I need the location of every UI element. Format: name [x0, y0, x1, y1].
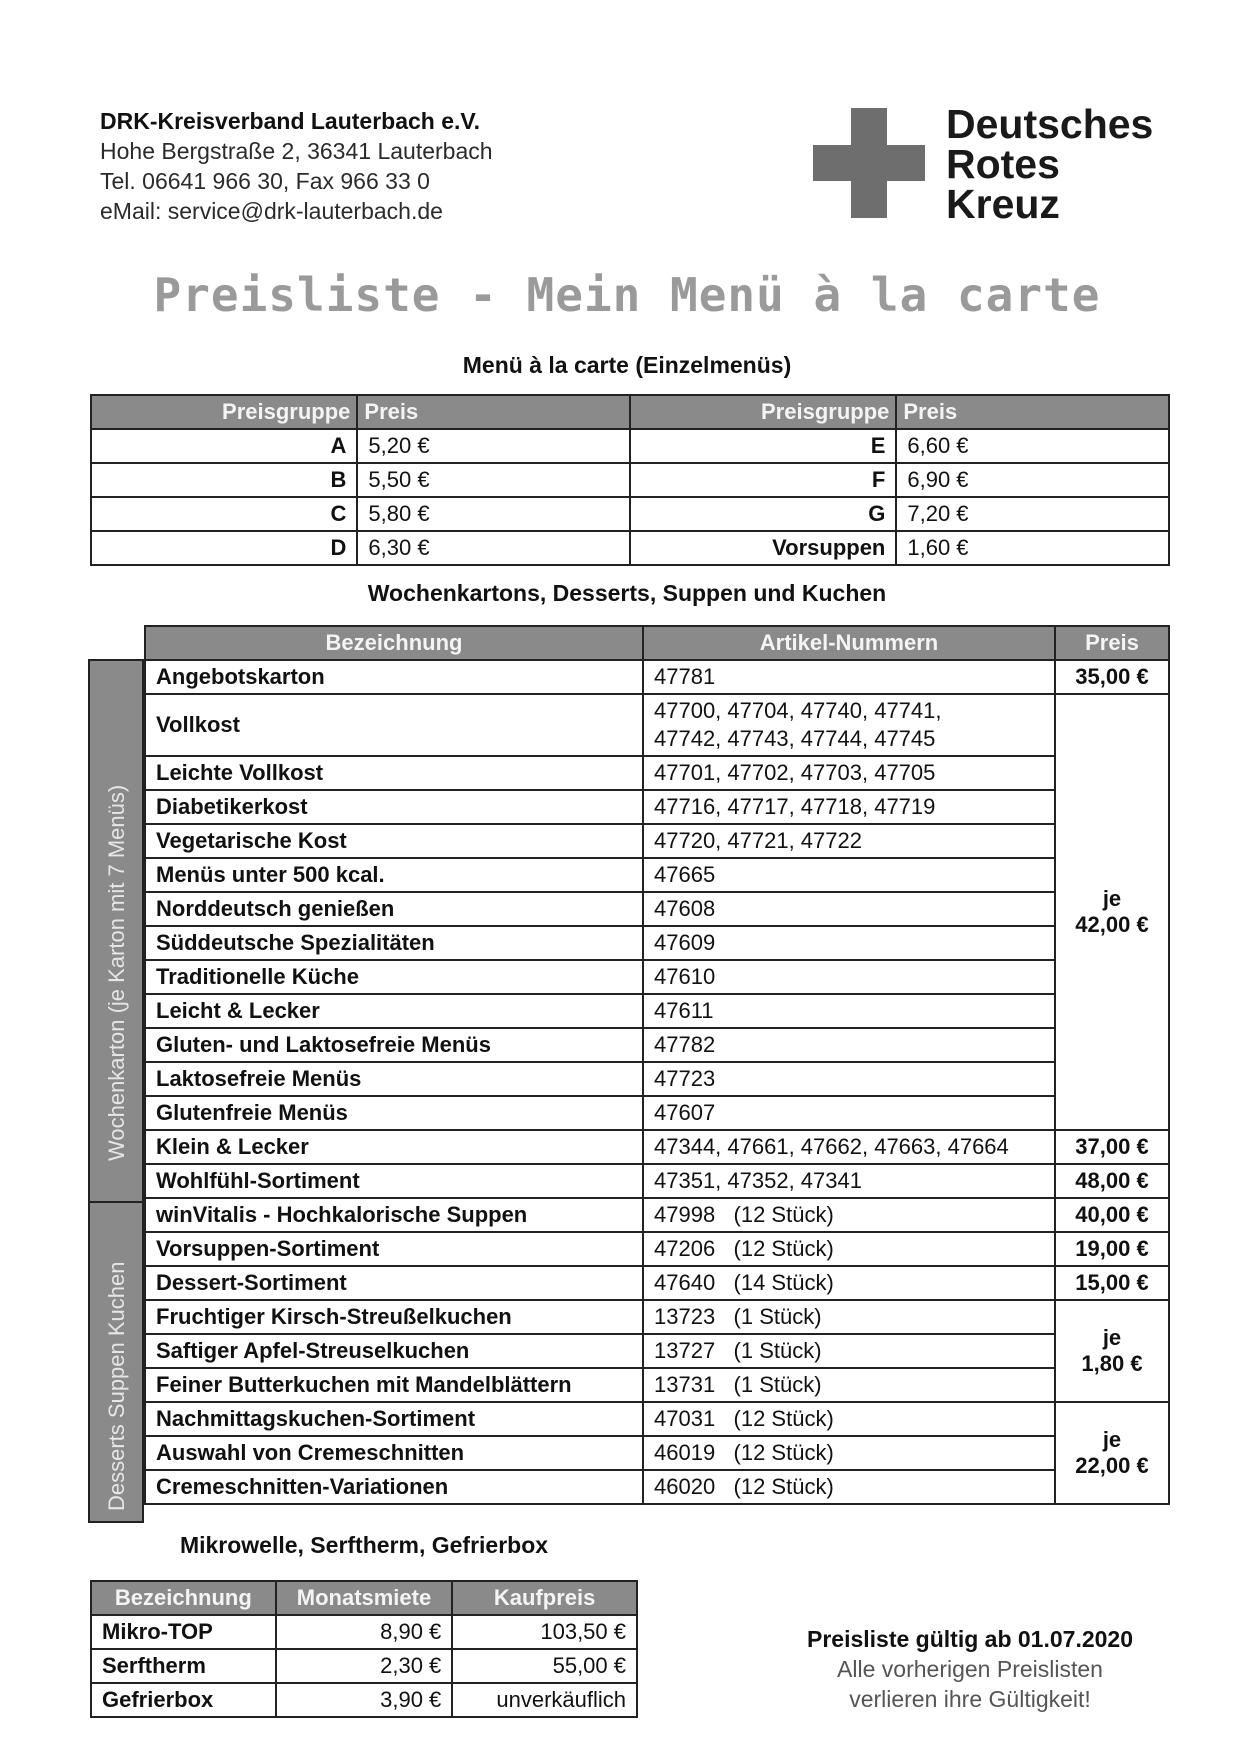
article-numbers: 47351, 47352, 47341	[643, 1164, 1055, 1198]
article-numbers: 47206 (12 Stück)	[643, 1232, 1055, 1266]
item-name: Diabetikerkost	[145, 790, 643, 824]
side-label-desserts	[88, 1201, 144, 1523]
article-numbers: 47640 (14 Stück)	[643, 1266, 1055, 1300]
org-email: eMail: service@drk-lauterbach.de	[100, 198, 443, 224]
purchase-price: 103,50 €	[452, 1615, 637, 1649]
monthly-rent: 2,30 €	[276, 1649, 453, 1683]
table-header-row	[145, 626, 1169, 660]
table-header-row	[91, 1581, 637, 1615]
price-group: D	[91, 531, 357, 565]
item-price: 48,00 €	[1055, 1164, 1169, 1198]
price: 7,20 €	[896, 497, 1169, 531]
purchase-price: unverkäuflich	[452, 1683, 637, 1717]
device-section-heading: Mikrowelle, Serftherm, Gefrierbox	[179, 1532, 549, 1558]
item-price: 19,00 €	[1055, 1232, 1169, 1266]
menu-price-table	[90, 394, 1170, 566]
side-label-desserts-text: Desserts Suppen Kuchen	[104, 1261, 129, 1511]
group-price-value: 22,00 €	[1075, 1453, 1149, 1478]
group-price-label: je	[1102, 886, 1122, 911]
table-row	[145, 1164, 1169, 1198]
group-price	[1055, 1402, 1169, 1504]
article-numbers: 47716, 47717, 47718, 47719	[643, 790, 1055, 824]
item-name: Vorsuppen-Sortiment	[145, 1232, 643, 1266]
price: 5,50 €	[357, 463, 630, 497]
device-name: Serftherm	[91, 1649, 276, 1683]
column-header: Bezeichnung	[145, 626, 643, 660]
table-row	[91, 1649, 637, 1683]
validity-date: Preisliste gültig ab 01.07.2020	[807, 1626, 1133, 1652]
item-name: Traditionelle Küche	[145, 960, 643, 994]
table-row	[145, 994, 1169, 1028]
item-name: Saftiger Apfel-Streuselkuchen	[145, 1334, 643, 1368]
table-row	[145, 1334, 1169, 1368]
article-numbers: 13731 (1 Stück)	[643, 1368, 1055, 1402]
item-name: Fruchtiger Kirsch-Streußelkuchen	[145, 1300, 643, 1334]
side-label-weekly	[88, 659, 144, 1205]
table-row	[145, 694, 1169, 756]
item-name: Vegetarische Kost	[145, 824, 643, 858]
table-row	[91, 531, 1169, 565]
table-row	[145, 1402, 1169, 1436]
price-group: A	[91, 429, 357, 463]
item-name: Feiner Butterkuchen mit Mandelblättern	[145, 1368, 643, 1402]
article-numbers: 47998 (12 Stück)	[643, 1198, 1055, 1232]
column-header: Preisgruppe	[91, 395, 357, 429]
article-numbers: 47723	[643, 1062, 1055, 1096]
item-name: winVitalis - Hochkalorische Suppen	[145, 1198, 643, 1232]
item-name: Auswahl von Cremeschnitten	[145, 1436, 643, 1470]
table-row	[145, 756, 1169, 790]
item-name: Laktosefreie Menüs	[145, 1062, 643, 1096]
price-group: C	[91, 497, 357, 531]
article-numbers: 47611	[643, 994, 1055, 1028]
org-name: DRK-Kreisverband Lauterbach e.V.	[100, 108, 481, 134]
table-row	[91, 1683, 637, 1717]
article-numbers: 47610	[643, 960, 1055, 994]
article-numbers: 46020 (12 Stück)	[643, 1470, 1055, 1504]
item-name: Dessert-Sortiment	[145, 1266, 643, 1300]
article-numbers: 47031 (12 Stück)	[643, 1402, 1055, 1436]
org-phone: Tel. 06641 966 30, Fax 966 33 0	[100, 168, 430, 194]
brand-wordmark	[946, 101, 1154, 227]
item-price: 40,00 €	[1055, 1198, 1169, 1232]
table-row	[145, 824, 1169, 858]
table-row	[145, 858, 1169, 892]
price: 6,30 €	[357, 531, 630, 565]
brand-line: Rotes	[946, 141, 1060, 187]
article-numbers: 47609	[643, 926, 1055, 960]
table-row	[145, 960, 1169, 994]
red-cross-logo-icon-bar	[813, 145, 925, 181]
price-group: B	[91, 463, 357, 497]
price-group: F	[630, 463, 896, 497]
item-name: Angebotskarton	[145, 660, 643, 694]
column-header: Monatsmiete	[276, 1581, 453, 1615]
group-price-label: je	[1102, 1427, 1122, 1452]
table-row	[145, 926, 1169, 960]
item-name: Gluten- und Laktosefreie Menüs	[145, 1028, 643, 1062]
monthly-rent: 3,90 €	[276, 1683, 453, 1717]
item-name: Norddeutsch genießen	[145, 892, 643, 926]
column-header: Kaufpreis	[452, 1581, 637, 1615]
device-name: Mikro-TOP	[91, 1615, 276, 1649]
table-header-row	[91, 395, 1169, 429]
table-row	[145, 1300, 1169, 1334]
price-group: G	[630, 497, 896, 531]
price: 5,80 €	[357, 497, 630, 531]
item-price: 37,00 €	[1055, 1130, 1169, 1164]
article-numbers: 47701, 47702, 47703, 47705	[643, 756, 1055, 790]
validity-notice: Alle vorherigen Preislisten	[837, 1656, 1103, 1682]
item-name: Klein & Lecker	[145, 1130, 643, 1164]
validity-note	[760, 1624, 1180, 1714]
table-row	[91, 463, 1169, 497]
column-header: Bezeichnung	[91, 1581, 276, 1615]
group-price	[1055, 694, 1169, 1130]
brand-line: Deutsches	[946, 101, 1154, 147]
price: 6,90 €	[896, 463, 1169, 497]
table-row	[145, 1198, 1169, 1232]
table-row	[145, 1368, 1169, 1402]
column-header: Preis	[357, 395, 630, 429]
weekly-price-table	[144, 625, 1170, 1505]
table-row	[145, 790, 1169, 824]
article-numbers: 47344, 47661, 47662, 47663, 47664	[643, 1130, 1055, 1164]
article-numbers: 47720, 47721, 47722	[643, 824, 1055, 858]
validity-notice: verlieren ihre Gültigkeit!	[849, 1686, 1091, 1712]
column-header: Preis	[1055, 626, 1169, 660]
price: 5,20 €	[357, 429, 630, 463]
item-name: Wohlfühl-Sortiment	[145, 1164, 643, 1198]
group-price-value: 42,00 €	[1075, 912, 1149, 937]
item-price: 35,00 €	[1055, 660, 1169, 694]
article-numbers: 47782	[643, 1028, 1055, 1062]
org-street: Hohe Bergstraße 2, 36341 Lauterbach	[100, 138, 493, 164]
article-numbers-line: 47700, 47704, 47740, 47741,	[654, 698, 942, 723]
article-numbers: 46019 (12 Stück)	[643, 1436, 1055, 1470]
item-name: Nachmittagskuchen-Sortiment	[145, 1402, 643, 1436]
item-name: Glutenfreie Menüs	[145, 1096, 643, 1130]
price-group: Vorsuppen	[630, 531, 896, 565]
organization-address	[100, 106, 493, 226]
article-numbers: 47607	[643, 1096, 1055, 1130]
item-price: 15,00 €	[1055, 1266, 1169, 1300]
table-row	[145, 660, 1169, 694]
price: 6,60 €	[896, 429, 1169, 463]
group-price-label: je	[1102, 1325, 1122, 1350]
device-price-table	[90, 1580, 638, 1718]
page-title: Preisliste - Mein Menü à la carte	[153, 268, 1101, 322]
column-header: Preis	[896, 395, 1169, 429]
item-name: Vollkost	[145, 694, 643, 756]
article-numbers-line: 47742, 47743, 47744, 47745	[654, 726, 936, 751]
menu-section-heading: Menü à la carte (Einzelmenüs)	[462, 352, 792, 378]
article-numbers	[643, 694, 1055, 756]
table-row	[91, 497, 1169, 531]
table-row	[145, 1028, 1169, 1062]
item-name: Leicht & Lecker	[145, 994, 643, 1028]
table-row	[145, 1266, 1169, 1300]
item-name: Leichte Vollkost	[145, 756, 643, 790]
article-numbers: 13723 (1 Stück)	[643, 1300, 1055, 1334]
item-name: Süddeutsche Spezialitäten	[145, 926, 643, 960]
table-row	[91, 429, 1169, 463]
article-numbers: 47608	[643, 892, 1055, 926]
article-numbers: 47781	[643, 660, 1055, 694]
table-row	[145, 1470, 1169, 1504]
monthly-rent: 8,90 €	[276, 1615, 453, 1649]
table-row	[145, 1130, 1169, 1164]
price-group: E	[630, 429, 896, 463]
table-row	[145, 1232, 1169, 1266]
price: 1,60 €	[896, 531, 1169, 565]
weekly-section-heading: Wochenkartons, Desserts, Suppen und Kuchen	[367, 580, 887, 606]
table-row	[145, 1062, 1169, 1096]
article-numbers: 13727 (1 Stück)	[643, 1334, 1055, 1368]
purchase-price: 55,00 €	[452, 1649, 637, 1683]
column-header: Artikel-Nummern	[643, 626, 1055, 660]
side-label-weekly-text: Wochenkarton (je Karton mit 7 Menüs)	[104, 784, 129, 1161]
table-row	[91, 1615, 637, 1649]
column-header: Preisgruppe	[630, 395, 896, 429]
table-row	[145, 1436, 1169, 1470]
article-numbers: 47665	[643, 858, 1055, 892]
device-name: Gefrierbox	[91, 1683, 276, 1717]
item-name: Cremeschnitten-Variationen	[145, 1470, 643, 1504]
brand-line: Kreuz	[946, 181, 1060, 227]
table-row	[145, 1096, 1169, 1130]
group-price	[1055, 1300, 1169, 1402]
group-price-value: 1,80 €	[1081, 1351, 1143, 1376]
table-row	[145, 892, 1169, 926]
item-name: Menüs unter 500 kcal.	[145, 858, 643, 892]
